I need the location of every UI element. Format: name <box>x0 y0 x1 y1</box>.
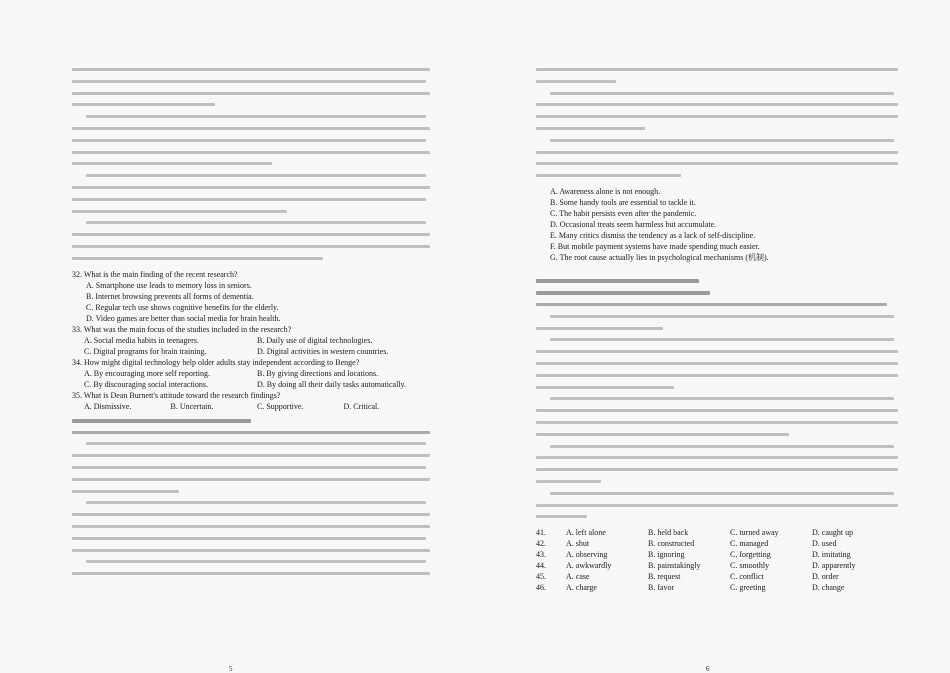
answer-option: D. Critical. <box>343 401 380 411</box>
answer-option: E. Many critics dismiss the tendency as a lack of self-discipline. <box>550 230 756 240</box>
seven-choose-five-passage <box>72 431 430 576</box>
question-stem: 35. What is Dean Burnett's attitude toward the research findings? <box>72 390 281 400</box>
cloze-passage <box>536 303 898 518</box>
answer-option: D. Occasional treats seem harmless but accumulate. <box>550 219 717 229</box>
text-line <box>550 338 894 341</box>
question-stem: 34. How might digital technology help older adults stay independent according to Benge? <box>72 357 360 367</box>
text-line <box>536 350 898 353</box>
text-line <box>86 442 426 445</box>
text-line <box>72 68 430 71</box>
text-line <box>72 127 430 130</box>
option-row: 41. A. left alone B. held back C. turned away D. caught up <box>536 528 854 538</box>
text-line <box>536 115 898 118</box>
passage-continued <box>72 68 430 260</box>
passage-continued <box>536 68 898 177</box>
text-line <box>72 454 430 457</box>
text-line <box>72 80 426 83</box>
text-line <box>72 139 426 142</box>
text-line <box>536 374 898 377</box>
text-line <box>536 80 616 83</box>
answer-option: C. The habit persists even after the pandemic. <box>550 208 697 218</box>
text-line <box>72 513 430 516</box>
text-line <box>72 186 430 189</box>
text-line <box>536 504 898 507</box>
text-line <box>536 421 898 424</box>
answer-option: G. The root cause actually lies in psychological mechanisms (机制). <box>550 252 769 262</box>
answer-option: A. Smartphone use leads to memory loss in seniors. <box>86 280 252 290</box>
text-line <box>72 537 426 540</box>
text-line <box>72 245 430 248</box>
text-line <box>536 103 898 106</box>
right-page <box>536 68 898 673</box>
text-line <box>536 468 898 471</box>
answer-option: B. Internet browsing prevents all forms of dementia. <box>86 291 254 301</box>
text-line <box>550 445 894 448</box>
options-a-to-g <box>536 186 898 263</box>
page-number: 5 <box>229 665 233 673</box>
text-line <box>72 233 430 236</box>
answer-option: B. By giving directions and locations. <box>257 368 379 378</box>
question-33 <box>72 324 430 357</box>
question-35 <box>72 390 430 412</box>
text-line <box>536 127 645 130</box>
answer-option: A. Awareness alone is not enough. <box>550 186 661 196</box>
section-heading <box>536 291 710 295</box>
text-line <box>536 174 681 177</box>
text-line <box>86 174 426 177</box>
answer-option: B. Daily use of digital technologies. <box>257 335 373 345</box>
text-line <box>536 162 898 165</box>
text-line <box>536 327 663 330</box>
text-line <box>72 478 430 481</box>
text-line <box>72 549 430 552</box>
answer-option: B. Uncertain. <box>170 401 214 411</box>
text-line <box>550 397 894 400</box>
text-line <box>550 492 894 495</box>
answer-option: C. Supportive. <box>257 401 304 411</box>
text-line <box>72 162 272 165</box>
option-row: 44. A. awkwardly B. painstakingly C. smoothly D. apparently <box>536 561 856 571</box>
option-row: 45. A. case B. request C. conflict D. order <box>536 572 839 582</box>
text-line <box>72 151 430 154</box>
option-row: 46. A. charge B. favor C. greeting D. change <box>536 583 845 593</box>
text-line <box>72 257 323 260</box>
text-line <box>536 480 601 483</box>
answer-option: C. Digital programs for brain training. <box>84 346 207 356</box>
question-stem: 33. What was the main focus of the studies included in the research? <box>72 324 292 334</box>
text-line <box>72 92 430 95</box>
text-line <box>72 525 430 528</box>
text-line <box>72 490 179 493</box>
text-line <box>536 456 898 459</box>
answer-option: A. Dismissive. <box>84 401 132 411</box>
answer-option: A. Social media habits in teenagers. <box>84 335 199 345</box>
text-line <box>86 501 426 504</box>
text-line <box>536 362 898 365</box>
option-row: 43. A. observing B. ignoring C. forgetting D. imitating <box>536 550 851 560</box>
text-line <box>536 409 898 412</box>
text-line <box>86 560 426 563</box>
answer-option: D. By doing all their daily tasks automatically. <box>257 379 407 389</box>
text-line <box>72 431 430 434</box>
text-line <box>536 303 887 306</box>
question-stem: 32. What is the main finding of the recent research? <box>72 269 238 279</box>
text-line <box>550 139 894 142</box>
answer-option: D. Video games are better than social media for brain health. <box>86 313 281 323</box>
text-line <box>536 386 674 389</box>
text-line <box>536 433 789 436</box>
answer-option: D. Digital activities in western countries. <box>257 346 389 356</box>
text-line <box>72 466 426 469</box>
cloze-options-grid <box>536 527 898 593</box>
text-line <box>550 92 894 95</box>
text-line <box>72 572 430 575</box>
text-line <box>550 315 894 318</box>
section-heading <box>72 419 251 423</box>
page-number: 6 <box>706 665 710 673</box>
answer-option: F. But mobile payment systems have made spending much easier. <box>550 241 760 251</box>
left-page <box>72 68 430 673</box>
text-line <box>536 68 898 71</box>
question-32 <box>72 269 430 324</box>
text-line <box>72 198 426 201</box>
answer-option: C. Regular tech use shows cognitive benefits for the elderly. <box>86 302 279 312</box>
text-line <box>72 103 215 106</box>
option-row: 42. A. shut B. constructed C. managed D. used <box>536 539 837 549</box>
text-line <box>536 151 898 154</box>
text-line <box>86 221 426 224</box>
text-line <box>86 115 426 118</box>
answer-option: C. By discouraging social interactions. <box>84 379 208 389</box>
question-34 <box>72 357 430 390</box>
text-line <box>72 210 287 213</box>
answer-option: B. Some handy tools are essential to tackle it. <box>550 197 696 207</box>
answer-option: A. By encouraging more self reporting. <box>84 368 210 378</box>
section-heading <box>536 279 699 283</box>
text-line <box>536 515 587 518</box>
